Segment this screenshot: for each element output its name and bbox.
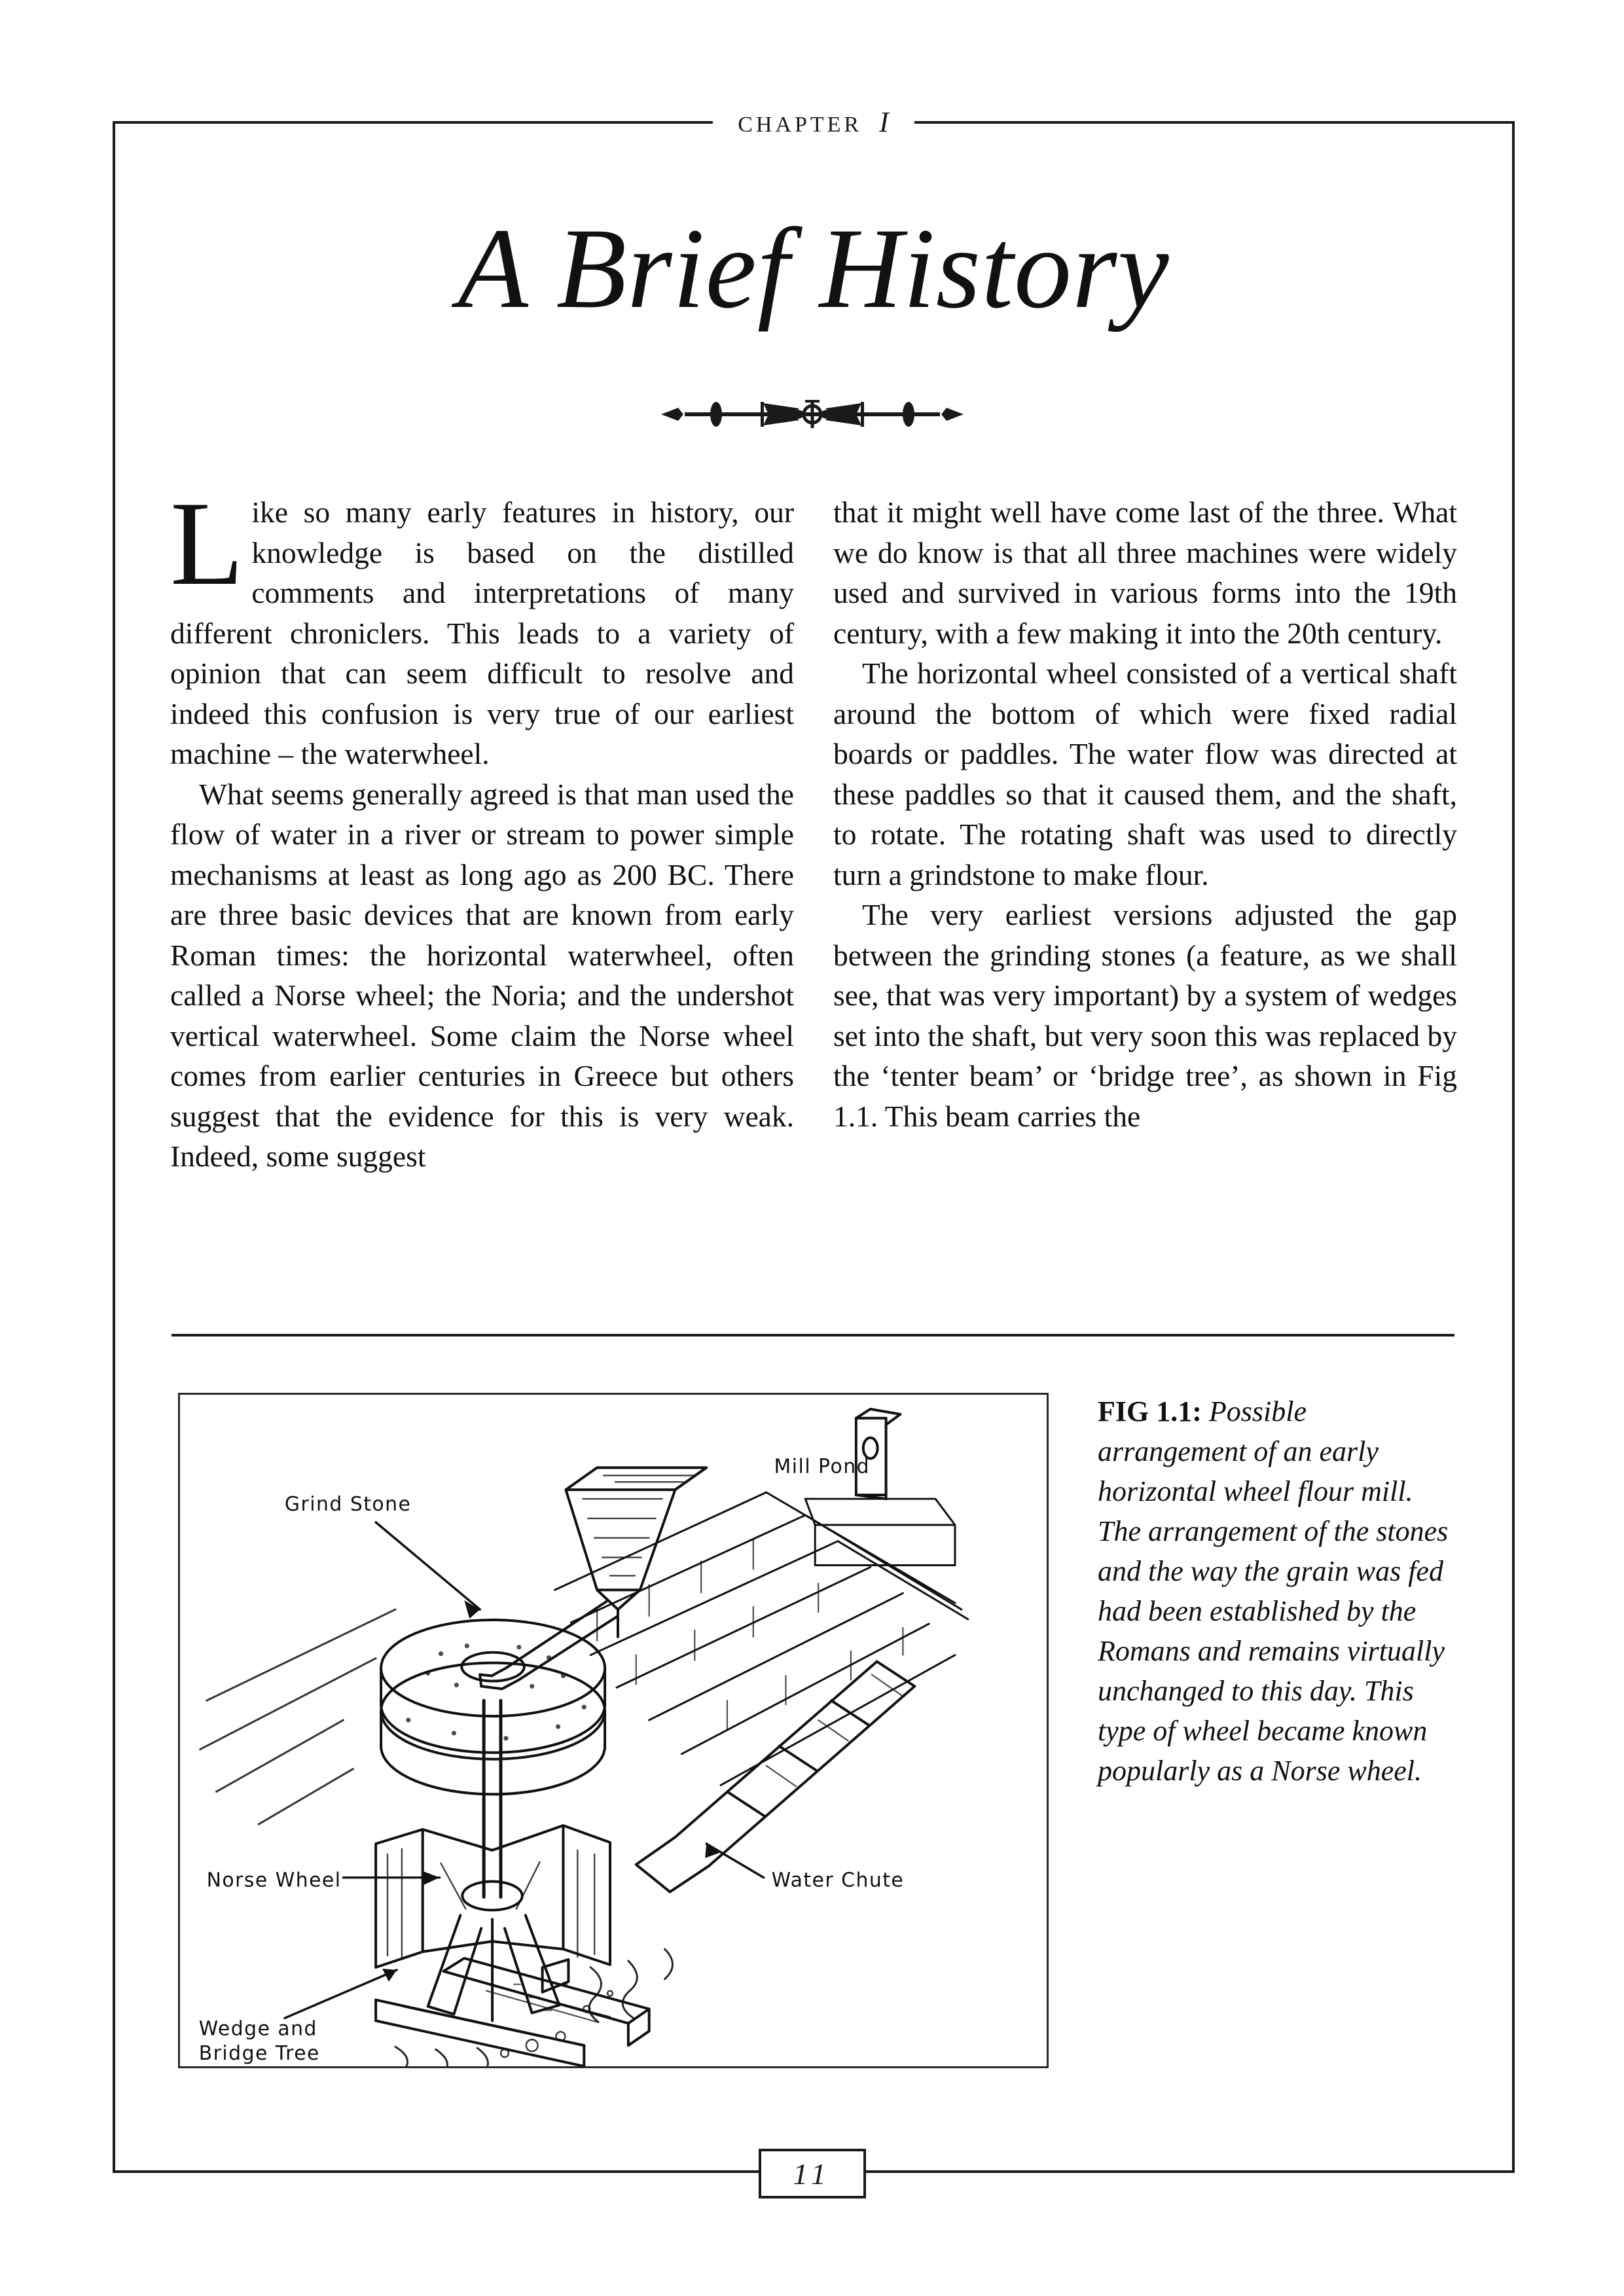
decorative-divider-icon [659,391,966,437]
figure-caption-text: Possible arrangement of an early horizontal wheel flour mill. The arrangement of the stones and the way the grain was fed had been established by the Romans and remains virtually unchanged to this day. This type of wheel became known popularly as a Norse wheel. [1098,1395,1449,1787]
left-column [170,476,794,1320]
paragraph-text: ike so many early features in history, our knowledge is based on the distilled comments and interpretations of many different chroniclers. This leads to a variety of opinion that can seem difficult to resolve and indeed this confusion is very true of our earliest machine – the waterwheel. [170,495,794,770]
callout-wedge-line-1: Wedge and [198,2017,317,2041]
chapter-label [713,106,914,137]
paragraph: The horizontal wheel consisted of a vertical shaft around the bottom of which were fixed radial boards or paddles. The water flow was directed at these paddles so that it caused them, and the shaft, to rotate. The rotating shaft was used to directly turn a grindstone to make flour. [833,656,1457,891]
body-columns [170,476,1457,1320]
figure-image-frame [178,1393,1049,2068]
paragraph [170,476,794,774]
callout-wedge-line-2: Bridge Tree [198,2042,320,2066]
page-title: A Brief History [458,205,1170,332]
chapter-header [113,100,1515,143]
paragraph: What seems generally agreed is that man used the flow of water in a river or stream to power simple mechanisms at least as long ago as 200 BC. There are three basic devices that are known from early Roman times: the horizontal waterwheel, often called a Norse wheel; the Noria; and the undershot vertical waterwheel. Some claim the Norse wheel comes from earlier centuries in Greece but others suggest that the evidence for this is very weak. Indeed, some suggest [170,777,794,1173]
paragraph: that it might well have come last of the three. What we do know is that all three machines were widely used and survived in various forms into the 19th century, with a few making it into the 20th century. [833,495,1457,650]
callout-grind-stone: Grind Stone [284,1492,412,1516]
right-column [833,492,1457,1320]
figure-divider-rule [171,1334,1454,1336]
callout-water-chute: Water Chute [771,1869,905,1892]
figure-block [171,1368,1454,2108]
chapter-number: I [879,106,890,138]
figure-caption [1098,1391,1454,1791]
paragraph: The very earliest versions adjusted the gap between the grinding stones (a feature, as we shall see, that was very important) by a system of wedges set into the shaft, but very soon this was replaced by the ‘tenter beam’ or ‘bridge tree’, as shown in Fig 1.1. This beam carries the [833,898,1457,1133]
callout-mill-pond: Mill Pond [774,1455,871,1479]
chapter-word: chapter [738,104,863,139]
page-number: 11 [759,2149,866,2198]
drop-cap: L [170,476,244,610]
figure-label: FIG 1.1: [1098,1395,1202,1427]
norse-wheel-mill-illustration [180,1395,1047,2066]
callout-norse-wheel: Norse Wheel [206,1869,342,1892]
